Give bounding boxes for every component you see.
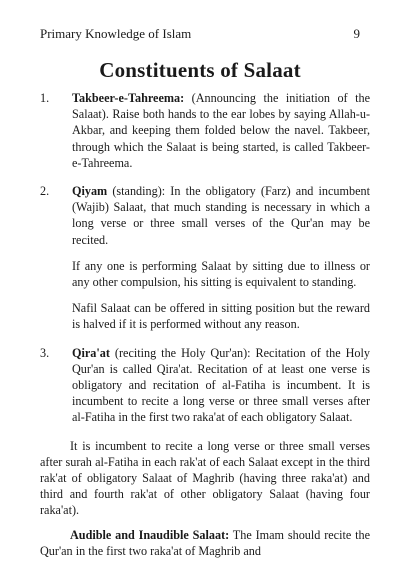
paragraph-incumbent: It is incumbent to recite a long verse or three small verses after surah al-Fatiha in each rak'at of each Salaat except in the third rak'at of obligatory Salaat of Maghrib (having three raka'at) and third and fourth rak'at of other obligatory Salaat (having four raka'at). bbox=[40, 438, 370, 518]
list-item-3 bbox=[40, 345, 370, 426]
page-content bbox=[40, 90, 370, 567]
paragraph-term: Audible and Inaudible Salaat: bbox=[70, 527, 230, 542]
item-term: Takbeer-e-Tahreema: bbox=[72, 91, 185, 105]
list-item-2 bbox=[40, 183, 370, 333]
item-paragraph bbox=[72, 345, 370, 426]
list-item-1 bbox=[40, 90, 370, 171]
paragraph-text: The Imam should recite the Qur'an in the first two raka'at of Maghrib and bbox=[40, 527, 370, 558]
item-text: (standing): In the obligatory (Farz) and incumbent (Wajib) Salaat, that much standing is necessary in which a long verse or three small verses of the Qur'an may be recited. bbox=[72, 184, 370, 247]
item-term: Qira'at bbox=[72, 345, 110, 360]
paragraph-audible bbox=[40, 527, 370, 559]
item-body bbox=[72, 90, 370, 171]
item-text: (reciting the Holy Qur'an): Recitation of the Holy Qur'an is called Qira'at. Recitation of at least one verse is obligatory and recitation of al-Fatiha is incumbent. It is incumbent to recite a long verse or three small verses after al-Fatiha in the first two raka'at of each obligatory Salaat. bbox=[72, 345, 370, 425]
item-paragraph bbox=[72, 90, 370, 171]
item-extra-paragraph: If any one is performing Salaat by sitting due to illness or any other compulsion, his sitting is equivalent to standing. bbox=[72, 258, 370, 290]
item-term: Qiyam bbox=[72, 184, 108, 199]
item-number: 3. bbox=[40, 345, 50, 360]
running-title: Primary Knowledge of Islam bbox=[40, 26, 192, 41]
item-extra-paragraph: Nafil Salaat can be offered in sitting position but the reward is halved if it is performed without any reason. bbox=[72, 301, 370, 332]
item-body bbox=[72, 345, 370, 426]
page-number: 9 bbox=[353, 26, 360, 41]
item-paragraph bbox=[72, 183, 370, 248]
item-body bbox=[72, 183, 370, 333]
item-number: 1. bbox=[40, 91, 50, 105]
item-text: (Announcing the initiation of the Salaat). Raise both hands to the ear lobes by saying Allah-u-Akbar, and keeping them folded below the navel. Takbeer, through which the Salaat is being started, is called Takbeer-e-Tahreema. bbox=[72, 91, 370, 170]
item-number: 2. bbox=[40, 184, 50, 199]
page-header bbox=[40, 26, 360, 42]
page-title: Constituents of Salaat bbox=[99, 58, 301, 82]
